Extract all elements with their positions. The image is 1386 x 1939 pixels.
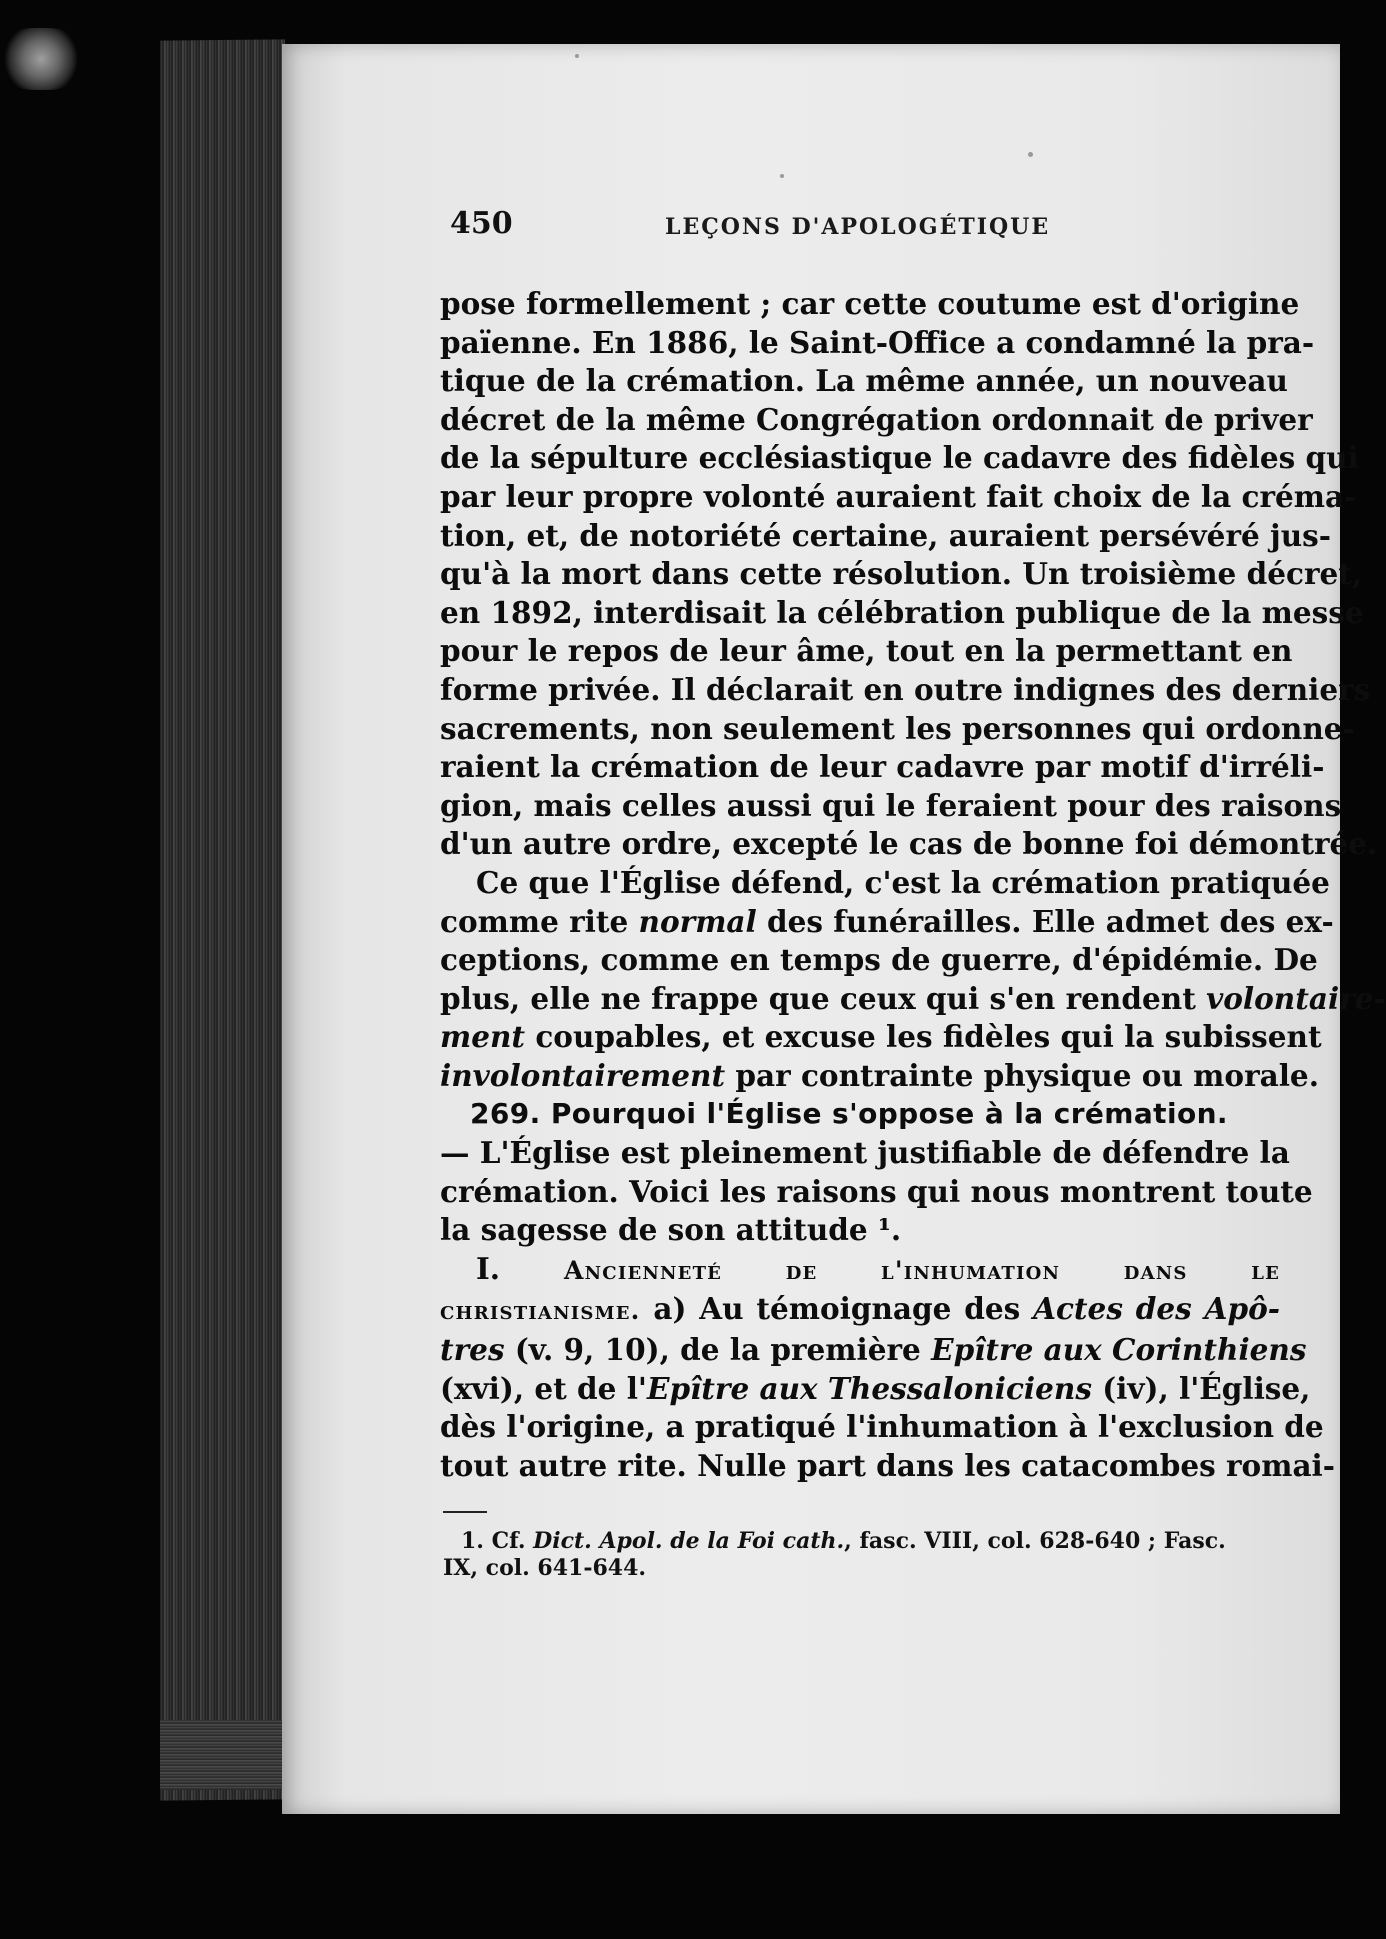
text-line: gion, mais celles aussi qui le feraient pour des raisons (440, 787, 1342, 823)
text-line: pose formellement ; car cette coutume est d'origine (440, 286, 1300, 321)
text-run: 1. Cf. (461, 1528, 534, 1554)
dust-speck (575, 54, 579, 58)
text-line (440, 1290, 1280, 1331)
text-line: tique de la crémation. La même année, un nouveau (440, 363, 1288, 399)
italic-run: Epître aux Corinthiens (931, 1332, 1307, 1368)
text-line: raient la crémation de leur cadavre par motif d'irréli- (440, 749, 1325, 785)
italic-run: volontaire- (1206, 980, 1386, 1016)
text-line: pour le repos de leur âme, tout en la permettant en (440, 633, 1293, 669)
scan-blot (0, 28, 82, 90)
text-line: forme privée. Il déclarait en outre indignes des derniers (440, 671, 1371, 707)
text-line: la sagesse de son attitude ¹. (440, 1212, 902, 1248)
part-heading-line (440, 1250, 1280, 1291)
text-line: dès l'origine, a pratiqué l'inhumation à l'exclusion de (440, 1409, 1324, 1445)
part-title: Ancienneté de l'inhumation dans le (564, 1255, 1280, 1285)
text-line: Ce que l'Église défend, c'est la crémation pratiquée (476, 864, 1330, 900)
running-title: LEÇONS D'APOLOGÉTIQUE (665, 214, 1051, 240)
italic-run: Epître aux Thessaloniciens (646, 1370, 1092, 1406)
text-line (440, 1057, 1319, 1096)
footnote (443, 1528, 1279, 1582)
text-run: coupables, et excuse les fidèles qui la subissent (525, 1019, 1322, 1055)
text-line: en 1892, interdisait la célébration publique de la messe (440, 594, 1364, 630)
dust-speck (1028, 152, 1033, 157)
italic-run: Actes des Apô- (1033, 1291, 1280, 1327)
text-line: sacrements, non seulement les personnes qui ordonne- (440, 710, 1355, 746)
italic-run: Dict. Apol. de la Foi cath. (533, 1528, 845, 1554)
text-line: tion, et, de notoriété certaine, auraient persévéré jus- (440, 517, 1332, 553)
text-line: crémation. Voici les raisons qui nous montrent toute (440, 1173, 1313, 1209)
text-line: décret de la même Congrégation ordonnait de priver (440, 401, 1313, 437)
part-numeral: I. (476, 1250, 565, 1286)
part-title: christianisme. (440, 1296, 641, 1326)
dust-speck (780, 174, 784, 178)
footnote-line: IX, col. 641-644. (443, 1555, 647, 1581)
text-line: — L'Église est pleinement justifiable de défendre la (440, 1135, 1290, 1171)
italic-run: tres (440, 1332, 505, 1368)
text-run: comme rite (440, 903, 639, 939)
text-run: , fasc. VIII, col. 628-640 ; Fasc. (844, 1528, 1226, 1554)
text-line: d'un autre ordre, excepté le cas de bonne foi démontrée. (440, 826, 1378, 862)
text-run: des funérailles. Elle admet des ex- (756, 903, 1334, 939)
page-number: 450 (450, 206, 513, 241)
footnote-rule (443, 1511, 487, 1513)
text-line (440, 903, 1334, 942)
body-text (440, 285, 1386, 1485)
section-heading: 269. Pourquoi l'Église s'oppose à la crémation. (470, 1097, 1228, 1131)
text-line (440, 1370, 1311, 1409)
text-run: (xvi), et de l' (440, 1370, 647, 1406)
page-edges (160, 39, 285, 1800)
text-line: païenne. En 1886, le Saint-Office a condamné la pra- (440, 324, 1315, 360)
text-run: plus, elle ne frappe que ceux qui s'en rendent (440, 980, 1207, 1016)
text-run: (v. 9, 10), de la première (504, 1332, 932, 1368)
italic-run: ment (440, 1019, 526, 1055)
text-line (440, 1331, 1307, 1370)
text-run: a) Au témoignage des (640, 1291, 1034, 1327)
text-run: par contrainte physique ou morale. (725, 1057, 1319, 1093)
italic-run: involontairement (440, 1057, 726, 1093)
text-line: qu'à la mort dans cette résolution. Un troisième décret, (440, 556, 1363, 592)
italic-run: normal (638, 903, 757, 939)
text-line: de la sépulture ecclésiastique le cadavre des fidèles qui (440, 440, 1359, 476)
text-line: tout autre rite. Nulle part dans les catacombes romai- (440, 1447, 1336, 1483)
footnote-line (443, 1528, 1279, 1555)
text-run: (iv), l'Église, (1091, 1370, 1311, 1406)
page-header (450, 206, 1290, 246)
text-line (440, 1018, 1322, 1057)
text-line: par leur propre volonté auraient fait choix de la créma- (440, 478, 1357, 514)
text-line: ceptions, comme en temps de guerre, d'épidémie. De (440, 942, 1318, 978)
text-line (440, 980, 1386, 1019)
